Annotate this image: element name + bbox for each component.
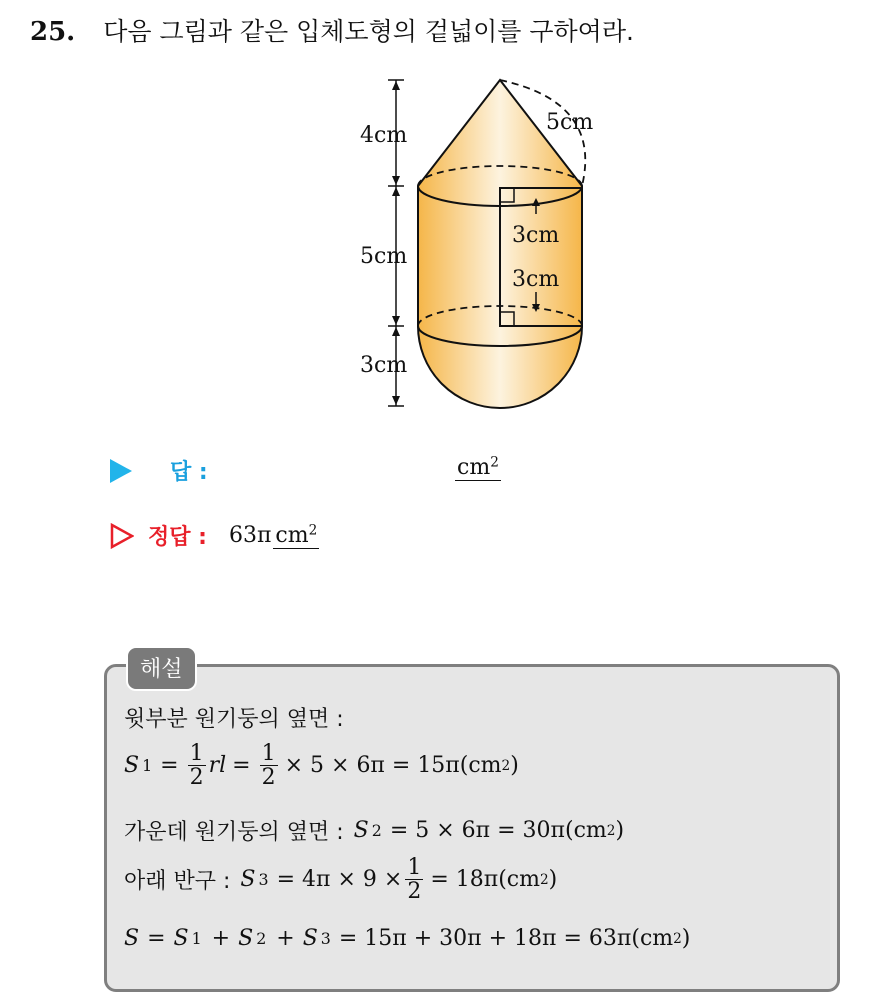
label-cone-height: 4cm — [360, 123, 408, 148]
answer-unit[interactable]: $cm^2$ — [457, 454, 499, 480]
solution-line-4: 아래 반구 : S 3 = 4π × 9 × $\frac{1}{2}$ = 18π(cm 2 ) — [124, 855, 558, 905]
problem-header — [30, 12, 634, 48]
solid-figure-svg — [352, 72, 632, 417]
solution-line-3: 가운데 원기둥의 옆면 : S 2 = 5 × 6π = 30π(cm 2 ) — [124, 818, 625, 845]
problem-number: 25. — [30, 17, 76, 47]
solution-line-5: S = S 1 + S 2 + S 3 = 15π + 30π + 18π = 63π(cm 2 ) — [124, 926, 691, 951]
problem-text: 다음 그림과 같은 입체도형의 겉넓이를 구하여라. — [103, 17, 634, 46]
label-radius-bottom: 3cm — [512, 267, 560, 292]
hemisphere-surface — [418, 326, 582, 408]
answer-row — [110, 454, 499, 486]
label-slant: 5cm — [546, 110, 594, 135]
correct-value: 63π $cm^2$ — [228, 522, 318, 548]
answer-label: 답 : — [170, 460, 208, 485]
solution-tag: 해설 — [126, 646, 197, 691]
label-radius-top: 3cm — [512, 223, 560, 248]
play-arrow-icon — [110, 459, 132, 483]
correct-label: 정답 : — [148, 525, 207, 550]
solution-line-1: 윗부분 원기둥의 옆면 : — [124, 707, 344, 732]
correct-answer-row — [110, 520, 319, 551]
label-cylinder-height: 5cm — [360, 244, 408, 269]
solution-line-2: S 1 = $\frac{1}{2}$ rl = $\frac{1}{2}$ × 5 × 6π = 15π(cm 2 ) — [124, 741, 519, 791]
label-hemisphere-height: 3cm — [360, 353, 408, 378]
outline-arrow-icon — [110, 523, 134, 549]
solid-figure — [352, 72, 632, 421]
